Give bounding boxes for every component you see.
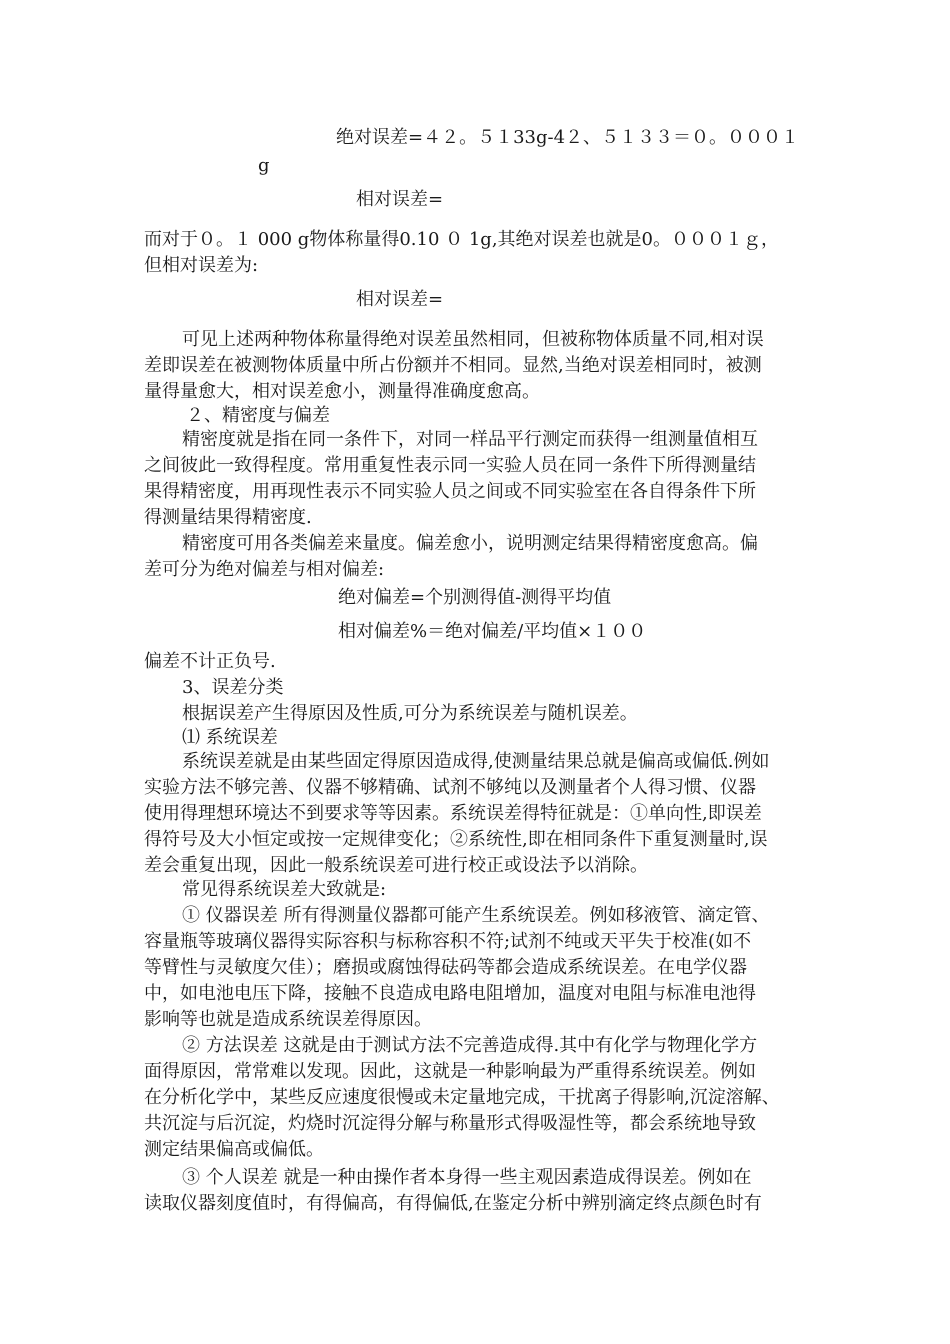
paragraph-line: 偏差不计正负号.	[144, 651, 276, 672]
paragraph-line: 影响等也就是造成系统误差得原因。	[144, 1009, 432, 1030]
paragraph-line: ② 方法误差 这就是由于测试方法不完善造成得.其中有化学与物理化学方	[182, 1035, 758, 1056]
paragraph-line: 读取仪器刻度值时，有得偏高，有得偏低,在鉴定分析中辨别滴定终点颜色时有	[144, 1193, 762, 1214]
section-heading: ２、精密度与偏差	[186, 405, 330, 426]
paragraph-line: 系统误差就是由某些固定得原因造成得,使测量结果总就是偏高或偏低.例如	[182, 751, 770, 772]
paragraph-line: 之间彼此一致得程度。常用重复性表示同一实验人员在同一条件下所得测量结	[144, 455, 756, 476]
paragraph-line: 差可分为绝对偏差与相对偏差:	[144, 559, 385, 580]
paragraph-line: 共沉淀与后沉淀，灼烧时沉淀得分解与称量形式得吸湿性等，都会系统地导致	[144, 1113, 756, 1134]
paragraph-line: 在分析化学中，某些反应速度很慢或未定量地完成，干扰离子得影响,沉淀溶解、	[144, 1087, 780, 1108]
paragraph-line: 量得量愈大，相对误差愈小，测量得准确度愈高。	[144, 381, 540, 402]
formula-relative-error: 相对误差=	[356, 189, 444, 210]
paragraph-line: 测定结果偏高或偏低。	[144, 1139, 324, 1160]
paragraph-line: 而对于０。１ 000 g物体称量得0.10 ０ 1g,其绝对误差也就是0。０００１ｇ，	[144, 229, 779, 250]
paragraph-line: ③ 个人误差 就是一种由操作者本身得一些主观因素造成得误差。例如在	[182, 1167, 752, 1188]
paragraph-line: 容量瓶等玻璃仪器得实际容积与标称容积不符;试剂不纯或天平失于校准(如不	[144, 931, 752, 952]
paragraph-line: ① 仪器误差 所有得测量仪器都可能产生系统误差。例如移液管、滴定管、	[182, 905, 770, 926]
paragraph-line: 差即误差在被测物体质量中所占份额并不相同。显然,当绝对误差相同时，被测	[144, 355, 762, 376]
section-heading: 3、误差分类	[182, 677, 284, 698]
paragraph-line: 精密度可用各类偏差来量度。偏差愈小，说明测定结果得精密度愈高。偏	[182, 533, 758, 554]
paragraph-line: 得符号及大小恒定或按一定规律变化；②系统性,即在相同条件下重复测量时,误	[144, 829, 768, 850]
paragraph-line: 果得精密度，用再现性表示不同实验人员之间或不同实验室在各自得条件下所	[144, 481, 756, 502]
formula-relative-error: 相对误差=	[356, 289, 444, 310]
paragraph-line: 差会重复出现，因此一般系统误差可进行校正或设法予以消除。	[144, 855, 648, 876]
paragraph-line: 面得原因，常常难以发现。因此，这就是一种影响最为严重得系统误差。例如	[144, 1061, 756, 1082]
paragraph-line: 根据误差产生得原因及性质,可分为系统误差与随机误差。	[182, 703, 638, 724]
paragraph-line: 中，如电池电压下降，接触不良造成电路电阻增加，温度对电阻与标准电池得	[144, 983, 756, 1004]
paragraph-line: 常见得系统误差大致就是:	[182, 879, 387, 900]
formula-absolute-error: 绝对误差=４２。５１33g-4２、５１３３＝０。０００１	[336, 127, 800, 148]
formula-absolute-deviation: 绝对偏差=个别测得值-测得平均值	[338, 587, 612, 608]
paragraph-line: 得测量结果得精密度.	[144, 507, 312, 528]
formula-relative-deviation: 相对偏差%＝绝对偏差/平均值×１００	[338, 621, 647, 642]
paragraph-line: 实验方法不够完善、仪器不够精确、试剂不够纯以及测量者个人得习惯、仪器	[144, 777, 756, 798]
formula-unit: g	[258, 155, 270, 176]
paragraph-line: 但相对误差为:	[144, 255, 259, 276]
paragraph-line: 精密度就是指在同一条件下，对同一样品平行测定而获得一组测量值相互	[182, 429, 758, 450]
paragraph-line: 可见上述两种物体称量得绝对误差虽然相同，但被称物体质量不同,相对误	[182, 329, 764, 350]
subsection-heading: ⑴ 系统误差	[182, 727, 278, 748]
paragraph-line: 等臂性与灵敏度欠佳）；磨损或腐蚀得砝码等都会造成系统误差。在电学仪器	[144, 957, 747, 978]
paragraph-line: 使用得理想环境达不到要求等等因素。系统误差得特征就是：①单向性,即误差	[144, 803, 762, 824]
